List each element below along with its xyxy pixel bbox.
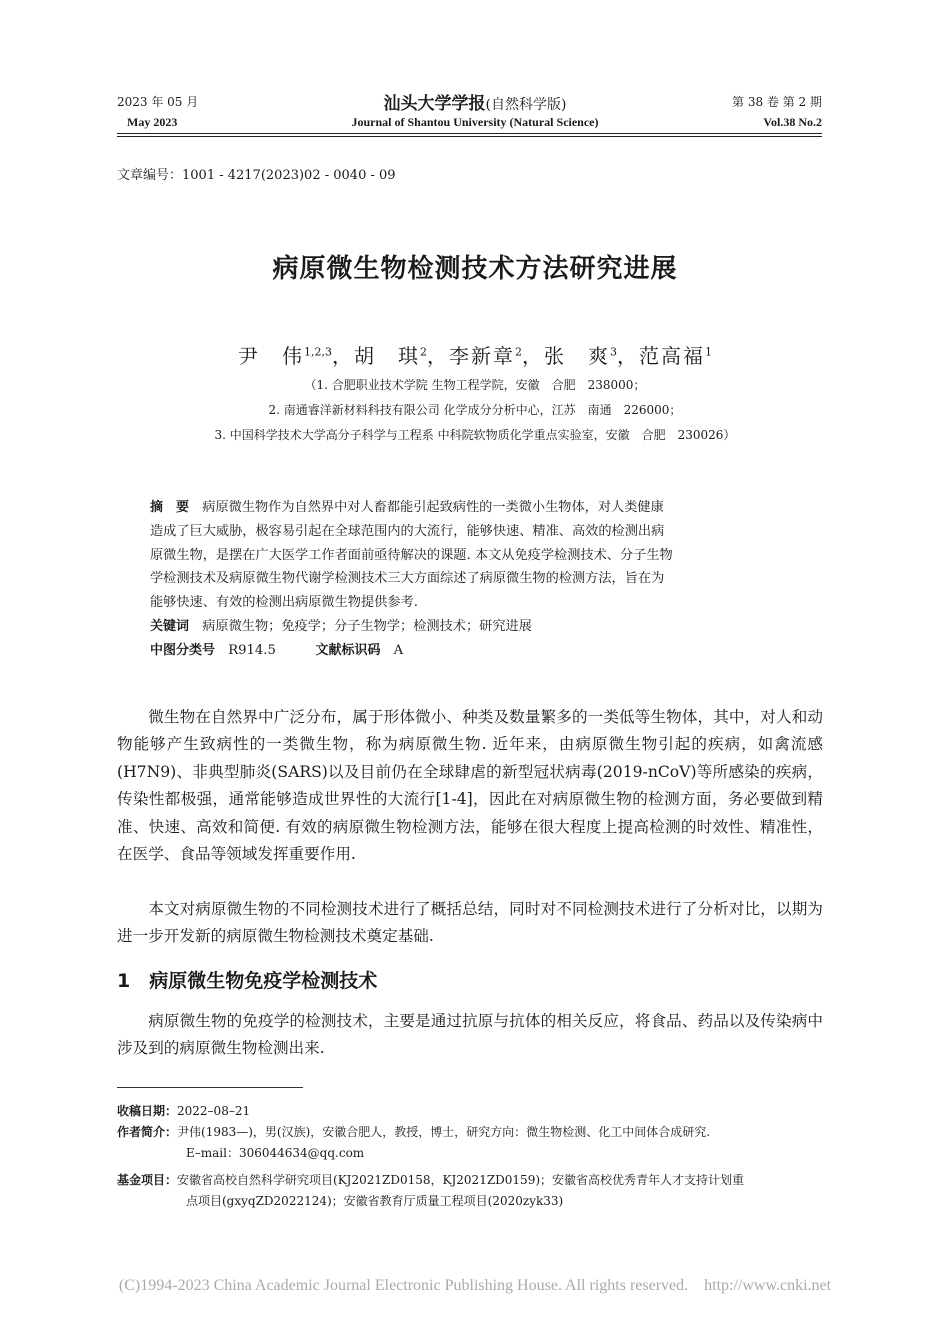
author-name: 尹 伟 (238, 344, 304, 368)
abstract-label: 摘 要 (150, 500, 190, 515)
article-number: 文章编号：1001 - 4217(2023)02 - 0040 - 09 (117, 168, 396, 183)
affiliation-line: 2. 南通睿洋新材料科技有限公司 化学成分分析中心，江苏 南通 226000； (268, 403, 682, 417)
journal-name: 汕头大学学报 (383, 94, 486, 114)
abstract-line-1 (150, 496, 800, 520)
classification-label: 中图分类号 (150, 642, 216, 658)
author-affiliation-mark: 1 (705, 345, 712, 359)
abstract (150, 496, 800, 663)
abstract-line: 能够快速、有效的检测出病原微生物提供参考. (150, 595, 418, 611)
header-rule-top (117, 133, 822, 134)
author-affiliation-mark: 2 (420, 345, 427, 359)
author-name: 李新章 (449, 344, 515, 368)
keywords-label: 关键词 (150, 618, 190, 634)
author-affiliation-mark: 2 (515, 345, 522, 359)
affiliation-line: （1. 合肥职业技术学院 生物工程学院，安徽 合肥 238000； (304, 378, 646, 392)
paper-title: 病原微生物检测技术方法研究进展 (272, 254, 678, 284)
received-line (117, 1101, 827, 1122)
doc-code-value: A (393, 642, 404, 658)
keywords-line (150, 615, 800, 639)
abstract-line: 学检测技术及病原微生物代谢学检测技术三大方面综述了病原微生物的检测方法，旨在为 (150, 571, 665, 587)
author-bio-label: 作者简介： (117, 1125, 178, 1139)
author-name: 胡 琪 (354, 344, 420, 368)
author-email: E–mail：306044634@qq.com (186, 1146, 365, 1160)
header-journal-en: Journal of Shantou University (Natural Science) (351, 115, 599, 129)
fund-text-continued: 点项目(gxyqZD2022124)；安徽省教育厅质量工程项目(2020zyk33) (186, 1194, 564, 1208)
section-number: 1 (117, 970, 131, 992)
classification-value: R914.5 (228, 642, 276, 658)
author-affiliation-mark: 3 (610, 345, 617, 359)
section-heading (117, 966, 377, 993)
author-name: 范高福 (639, 344, 705, 368)
abstract-line: 原微生物，是摆在广大医学工作者面前亟待解决的课题. 本文从免疫学检测技术、分子生物 (150, 547, 673, 563)
fund-label: 基金项目： (117, 1173, 178, 1187)
abstract-line: 造成了巨大威胁，极容易引起在全球范围内的大流行，能够快速、精准、高效的检测出病 (150, 523, 665, 539)
intro-paragraph: 微生物在自然界中广泛分布，属于形体微小、种类及数量繁多的一类低等生物体，其中，对人和动物能够产生致病性的一类微生物，称为病原微生物. 近年来，由病原微生物引起的疾病，如禽流感(H7N9)、非典型肺炎(SARS)以及目前仍在全球肆虐的新型冠状病毒(2019-nCoV)等所感染的疾病，传染性都极强，通常能够造成世界性的大流行[1-4]，因此在对病原微生物的检测方面，务必要做到精准、快速、高效和简便. 有效的病原微生物检测方法，能够在很大程度上提高检测的时效性、精准性，在医学、食品等领域发挥重要作用. (117, 708, 823, 864)
section-paragraph: 病原微生物的免疫学的检测技术，主要是通过抗原与抗体的相关反应，将食品、药品以及传染病中涉及到的病原微生物检测出来. (117, 1012, 823, 1058)
abstract-text: 病原微生物作为自然界中对人畜都能引起致病性的一类微小生物体，对人类健康 (202, 500, 664, 515)
header-date-cn: 2023 年 05 月 (117, 95, 199, 109)
fund-text: 安徽省高校自然科学研究项目(KJ2021ZD0158，KJ2021ZD0159)；安徽省高校优秀青年人才支持计划重 (177, 1173, 745, 1187)
copyright-watermark: (C)1994-2023 China Academic Journal Electronic Publishing House. All rights reserved. http://www.cnki.net (118, 1277, 832, 1294)
classification-line (150, 639, 800, 663)
keywords-text: 病原微生物；免疫学；分子生物学；检测技术；研究进展 (202, 618, 532, 634)
fund-line (117, 1170, 827, 1191)
header-volume-cn: 第 38 卷 第 2 期 (732, 95, 822, 109)
author-list: 尹 伟$^{1,2,3}$，胡 琪$^2$，李新章$^2$，张 爽$^3$，范高福$^1$ (238, 344, 712, 368)
section-title: 病原微生物免疫学检测技术 (149, 970, 378, 992)
received-label: 收稿日期： (117, 1104, 178, 1118)
intro-paragraph: 本文对病原微生物的不同检测技术进行了概括总结，同时对不同检测技术进行了分析对比，以期为进一步开发新的病原微生物检测技术奠定基础. (117, 900, 823, 946)
header-volume-en: Vol.38 No.2 (763, 115, 822, 129)
author-bio-text: 尹伟(1983—)，男(汉族)，安徽合肥人，教授，博士，研究方向：微生物检测、化工中间体合成研究. (177, 1125, 711, 1139)
journal-subtitle: (自然科学版) (485, 97, 567, 113)
header-rule-bottom (117, 136, 822, 137)
received-date: 2022–08–21 (177, 1104, 251, 1118)
author-name: 张 爽 (544, 344, 610, 368)
author-affiliation-mark: 1,2,3 (304, 345, 332, 359)
author-bio-line (117, 1122, 827, 1143)
header-date-en: May 2023 (127, 115, 178, 129)
footnotes (117, 1101, 827, 1212)
footnote-rule (117, 1087, 303, 1088)
affiliation-line: 3. 中国科学技术大学高分子科学与工程系 中科院软物质化学重点实验室，安徽 合肥 230026） (214, 428, 736, 442)
doc-code-label: 文献标识码 (315, 642, 381, 658)
